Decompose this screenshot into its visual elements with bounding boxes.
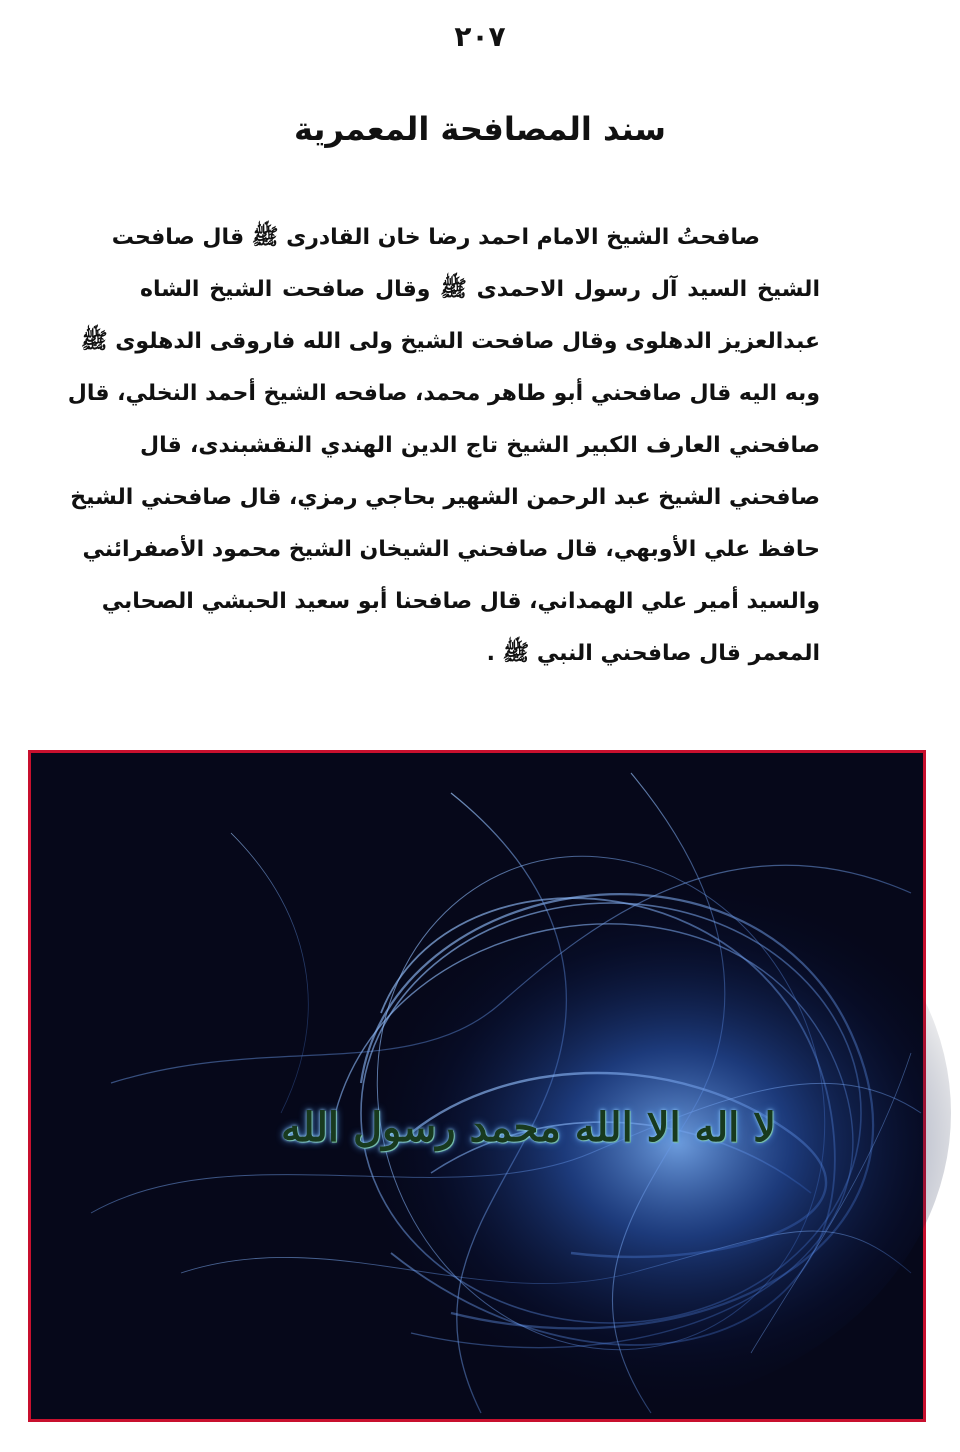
body-line: وبه اليه قال صافحني أبو طاهر محمد، صافحه الشيخ أحمد النخلي، قال bbox=[67, 381, 820, 406]
body-text bbox=[67, 212, 820, 680]
body-line: المعمر قال صافحني النبي ﷺ . bbox=[486, 641, 820, 666]
body-line: صافحني الشيخ عبد الرحمن الشهير بحاجي رمزي، قال صافحني الشيخ bbox=[70, 485, 820, 510]
body-line: الشيخ السيد آل رسول الاحمدى ﷺ وقال صافحت الشيخ الشاه bbox=[140, 277, 820, 302]
body-line: صافحتُ الشيخ الامام احمد رضا خان القادرى ﷺ قال صافحت bbox=[111, 225, 760, 250]
page-title: سند المصافحة المعمرية bbox=[294, 110, 666, 148]
shahada-calligraphy: لا اله الا الله محمد رسول الله bbox=[281, 1104, 776, 1151]
body-line: عبدالعزيز الدهلوى وقال صافحت الشيخ ولى الله فاروقى الدهلوى ﷺ bbox=[81, 329, 820, 354]
body-line: والسيد أمير علي الهمداني، قال صافحنا أبو سعيد الحبشي الصحابي bbox=[101, 589, 820, 614]
calligraphy-picture bbox=[28, 750, 926, 1422]
body-line: حافظ علي الأوبهي، قال صافحني الشيخان الشيخ محمود الأصفرائني bbox=[82, 537, 820, 562]
body-line: صافحني العارف الكبير الشيخ تاج الدين الهندي النقشبندى، قال bbox=[140, 433, 820, 458]
page-number: ٢٠٧ bbox=[454, 20, 506, 53]
